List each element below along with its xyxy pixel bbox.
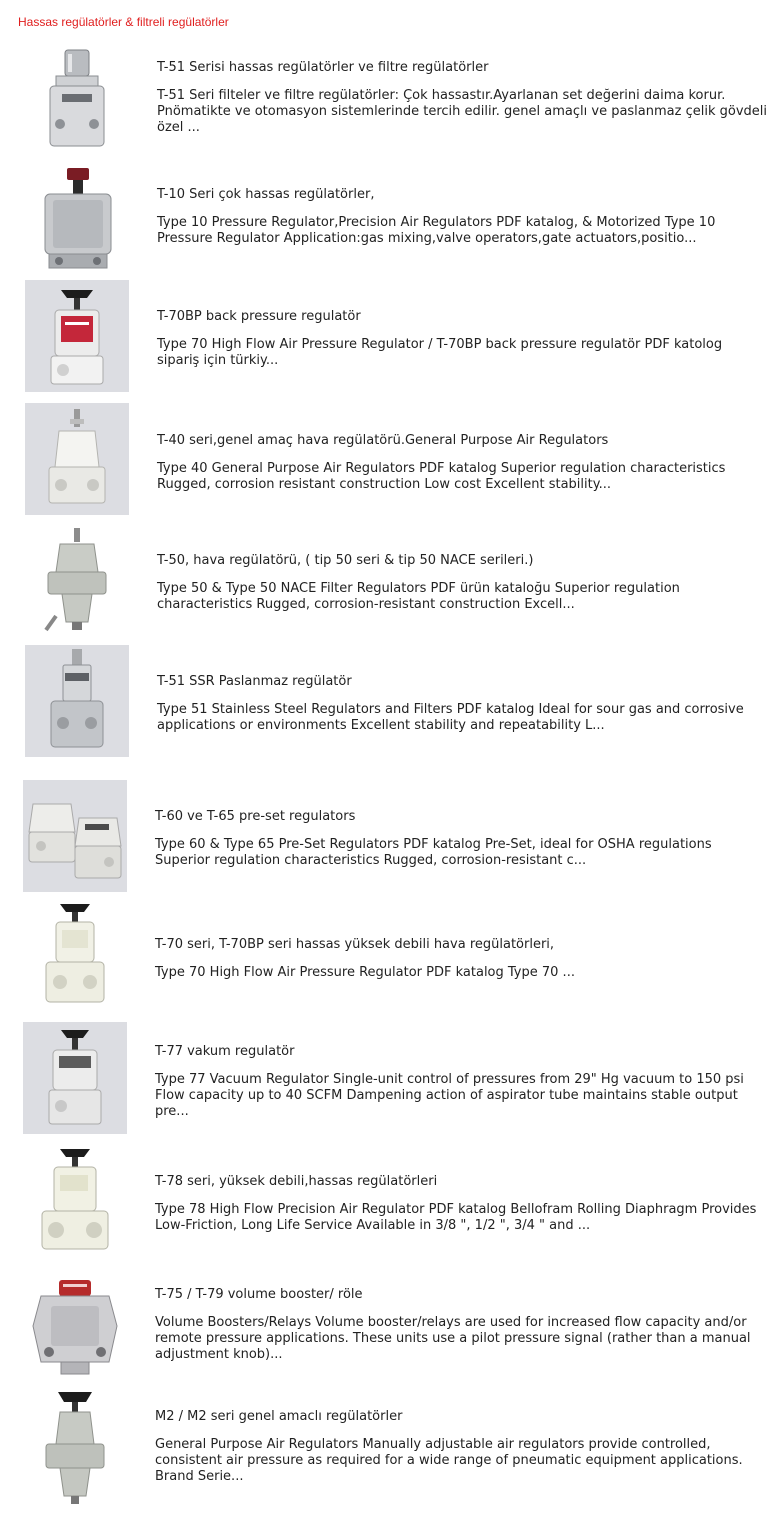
product-description: Type 50 & Type 50 NACE Filter Regulators PDF ürün kataloğu Superior regulation characteristics Rugged, corrosion-resistant construction Excell... — [157, 581, 680, 612]
product-image[interactable] — [23, 1145, 127, 1257]
product-description: Volume Boosters/Relays Volume booster/relays are used for increased flow capacity and/or remote pressure applications. These units use a pilot pressure signal (rather than a manual adjustment knob)... — [155, 1315, 751, 1362]
product-item — [0, 1022, 772, 1142]
product-image[interactable] — [25, 280, 129, 392]
square-regulator-red-knob-icon — [29, 166, 125, 274]
stainless-regulator-icon — [37, 647, 117, 755]
product-item — [0, 160, 772, 280]
product-description: Type 70 High Flow Air Pressure Regulator / T-70BP back pressure regulatör PDF katolog sipariş için türkiy... — [157, 337, 723, 368]
product-title[interactable]: M2 / M2 seri genel amaclı regülatörler — [155, 1409, 403, 1424]
product-image[interactable] — [25, 525, 129, 637]
product-item — [0, 1145, 772, 1270]
product-item — [0, 1385, 772, 1525]
product-description: Type 51 Stainless Steel Regulators and Filters PDF katalog Ideal for sour gas and corrosive applications or environments Excellent stability and repeatability L... — [157, 702, 744, 733]
product-item — [0, 1270, 772, 1390]
product-description: Type 77 Vacuum Regulator Single-unit control of pressures from 29" Hg vacuum to 150 psi Flow capacity up to 40 SCFM Dampening action of aspirator tube maintains stable output pre... — [155, 1072, 744, 1119]
product-description: Type 78 High Flow Precision Air Regulator PDF katalog Bellofram Rolling Diaphragm Provides Low-Friction, Long Life Service Available in 3/8 ", 1/2 ", 3/4 " and ... — [155, 1202, 757, 1233]
product-title[interactable]: T-10 Seri çok hassas regülatörler, — [157, 187, 375, 202]
preset-regulator-pair-icon — [25, 784, 125, 888]
product-description: T-51 Seri filteler ve filtre regülatörler: Çok hassastır.Ayarlanan set değerini daima korur. Pnömatikte ve otomasyon sistemlerinde tercih edilir. genel amaçlı ve paslanmaz çelik gövdeli özel ... — [157, 88, 767, 135]
product-image[interactable] — [25, 164, 129, 276]
product-image[interactable] — [25, 44, 129, 156]
product-description: Type 70 High Flow Air Pressure Regulator PDF katalog Type 70 ... — [155, 965, 575, 980]
white-regulator-screw-icon — [37, 407, 117, 511]
product-description: Type 10 Pressure Regulator,Precision Air Regulators PDF katalog, & Motorized Type 10 Pressure Regulator Application:gas mixing,valve operators,gate actuators,positio... — [157, 215, 716, 246]
product-title[interactable]: T-51 SSR Paslanmaz regülatör — [157, 674, 352, 689]
page-heading: Hassas regülatörler & filtreli regülatörler — [18, 15, 229, 29]
product-title[interactable]: T-70BP back pressure regulatör — [157, 309, 361, 324]
high-flow-precision-regulator-icon — [30, 1145, 120, 1257]
product-title[interactable]: T-60 ve T-65 pre-set regulators — [155, 809, 356, 824]
product-title[interactable]: T-50, hava regülatörü, ( tip 50 seri & tip 50 NACE serileri.) — [157, 553, 534, 568]
product-title[interactable]: T-51 Serisi hassas regülatörler ve filtre regülatörler — [157, 60, 489, 75]
product-description: Type 40 General Purpose Air Regulators PDF katalog Superior regulation characteristics Rugged, corrosion resistant construction Low cost Excellent stability... — [157, 461, 726, 492]
general-purpose-regulator-icon — [30, 1388, 120, 1506]
product-description: Type 60 & Type 65 Pre-Set Regulators PDF katalog Pre-Set, ideal for OSHA regulations Superior regulation characteristics Rugged, corrosion-resistant c... — [155, 837, 712, 868]
product-title[interactable]: T-40 seri,genel amaç hava regülatörü.General Purpose Air Regulators — [157, 433, 609, 448]
product-title[interactable]: T-75 / T-79 volume booster/ röle — [155, 1287, 363, 1302]
product-item — [0, 280, 772, 400]
product-title[interactable]: T-70 seri, T-70BP seri hassas yüksek debili hava regülatörleri, — [155, 937, 555, 952]
vacuum-regulator-icon — [35, 1026, 115, 1130]
product-description: General Purpose Air Regulators Manually adjustable air regulators provide controlled, consistent air pressure as required for a wide range of pneumatic equipment applications. Brand Serie... — [155, 1437, 743, 1484]
high-flow-regulator-icon — [30, 900, 120, 1012]
product-item — [0, 900, 772, 1020]
regulator-red-label-black-knob-icon — [37, 284, 117, 388]
product-item — [0, 403, 772, 523]
product-item — [0, 40, 772, 165]
product-image[interactable] — [23, 1272, 127, 1384]
product-title[interactable]: T-77 vakum regulatör — [155, 1044, 295, 1059]
product-item — [0, 645, 772, 775]
precision-regulator-chrome-knob-icon — [32, 46, 122, 154]
product-image[interactable] — [23, 1387, 127, 1507]
filter-regulator-icon — [32, 526, 122, 636]
product-image[interactable] — [23, 900, 127, 1012]
product-image[interactable] — [25, 403, 129, 515]
product-image[interactable] — [25, 645, 129, 757]
product-title[interactable]: T-78 seri, yüksek debili,hassas regülatörleri — [155, 1174, 438, 1189]
product-image[interactable] — [23, 1022, 127, 1134]
product-item — [0, 780, 772, 900]
volume-booster-icon — [25, 1276, 125, 1380]
product-item — [0, 525, 772, 645]
product-image[interactable] — [23, 780, 127, 892]
